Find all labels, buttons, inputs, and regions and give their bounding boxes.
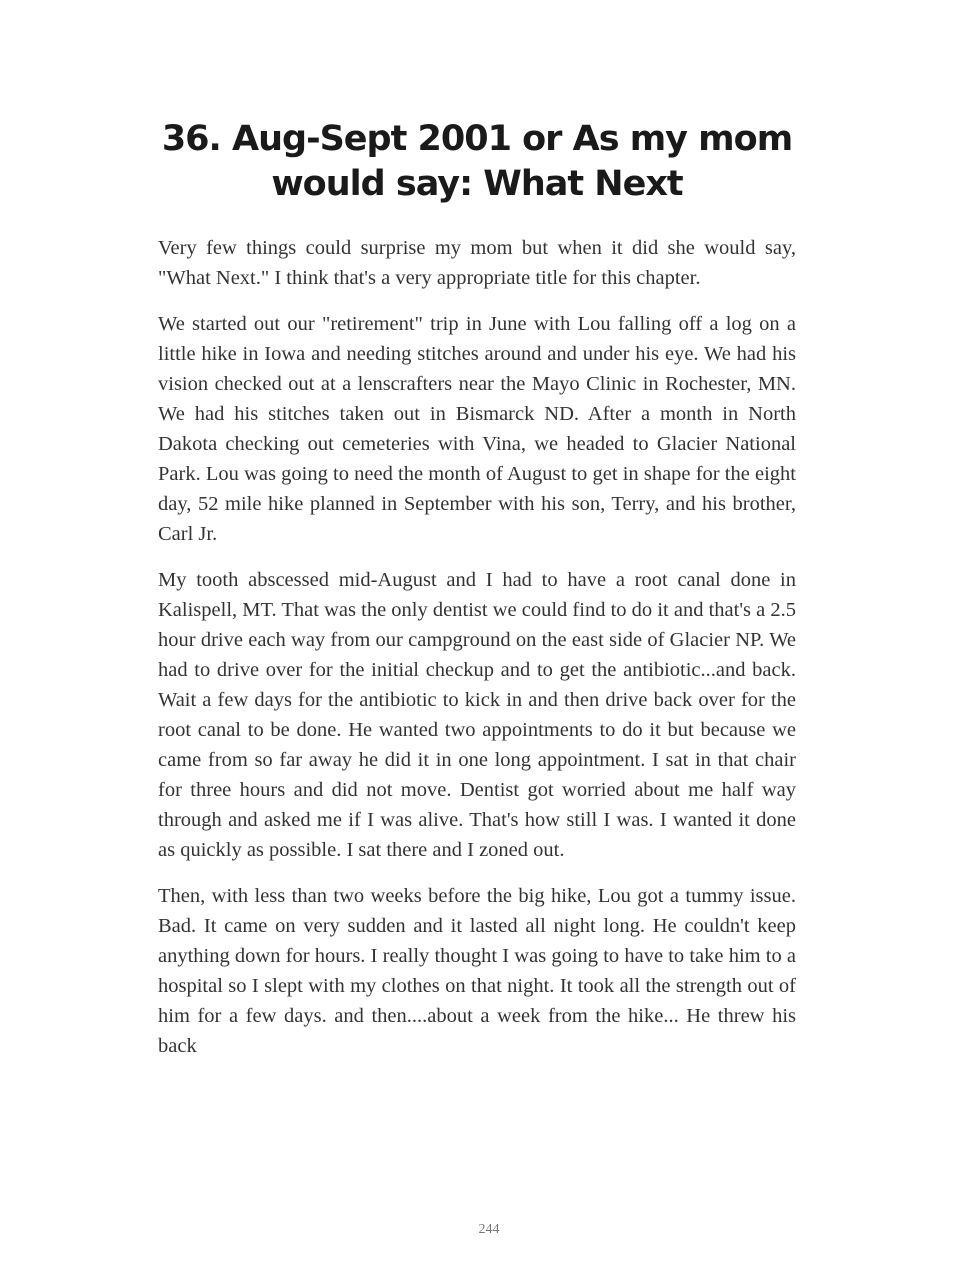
paragraph-3: My tooth abscessed mid-August and I had to have a root canal done in Kalispell, MT. That was the only dentist we could find to do it and that's a 2.5 hour drive each way from our campground on the east side of Glacier NP. We had to drive over for the initial checkup and to get the antibiotic...and back. Wait a few days for the antibiotic to kick in and then drive back over for the root canal to be done. He wanted two appointments to do it but because we came from so far away he did it in one long appointment. I sat in that chair for three hours and did not move. Dentist got worried about me half way through and asked me if I was alive. That's how still I was. I wanted it done as quickly as possible. I sat there and I zoned out.: [158, 569, 796, 861]
paragraph-1: Very few things could surprise my mom but when it did she would say, "What Next." I think that's a very appropriate title for this chapter.: [158, 237, 796, 289]
paragraph-4: Then, with less than two weeks before the big hike, Lou got a tummy issue. Bad. It came on very sudden and it lasted all night long. He couldn't keep anything down for hours. I really thought I was going to have to take him to a hospital so I slept with my clothes on that night. It took all the strength out of him for a few days. and then....about a week from the hike... He threw his back: [158, 885, 796, 1057]
chapter-title-line-2: would say: What Next: [271, 164, 683, 204]
paragraph-2: We started out our "retirement" trip in June with Lou falling off a log on a little hike in Iowa and needing stitches around and under his eye. We had his vision checked out at a lenscrafters near the Mayo Clinic in Rochester, MN. We had his stitches taken out in Bismarck ND. After a month in North Dakota checking out cemeteries with Vina, we headed to Glacier National Park. Lou was going to need the month of August to get in shape for the eight day, 52 mile hike planned in September with his son, Terry, and his brother, Carl Jr.: [158, 313, 796, 545]
chapter-body: [158, 233, 796, 1077]
chapter-title: [150, 117, 804, 207]
chapter-title-line-1: 36. Aug-Sept 2001 or As my mom: [161, 119, 793, 159]
page-number: 244: [478, 1222, 500, 1237]
